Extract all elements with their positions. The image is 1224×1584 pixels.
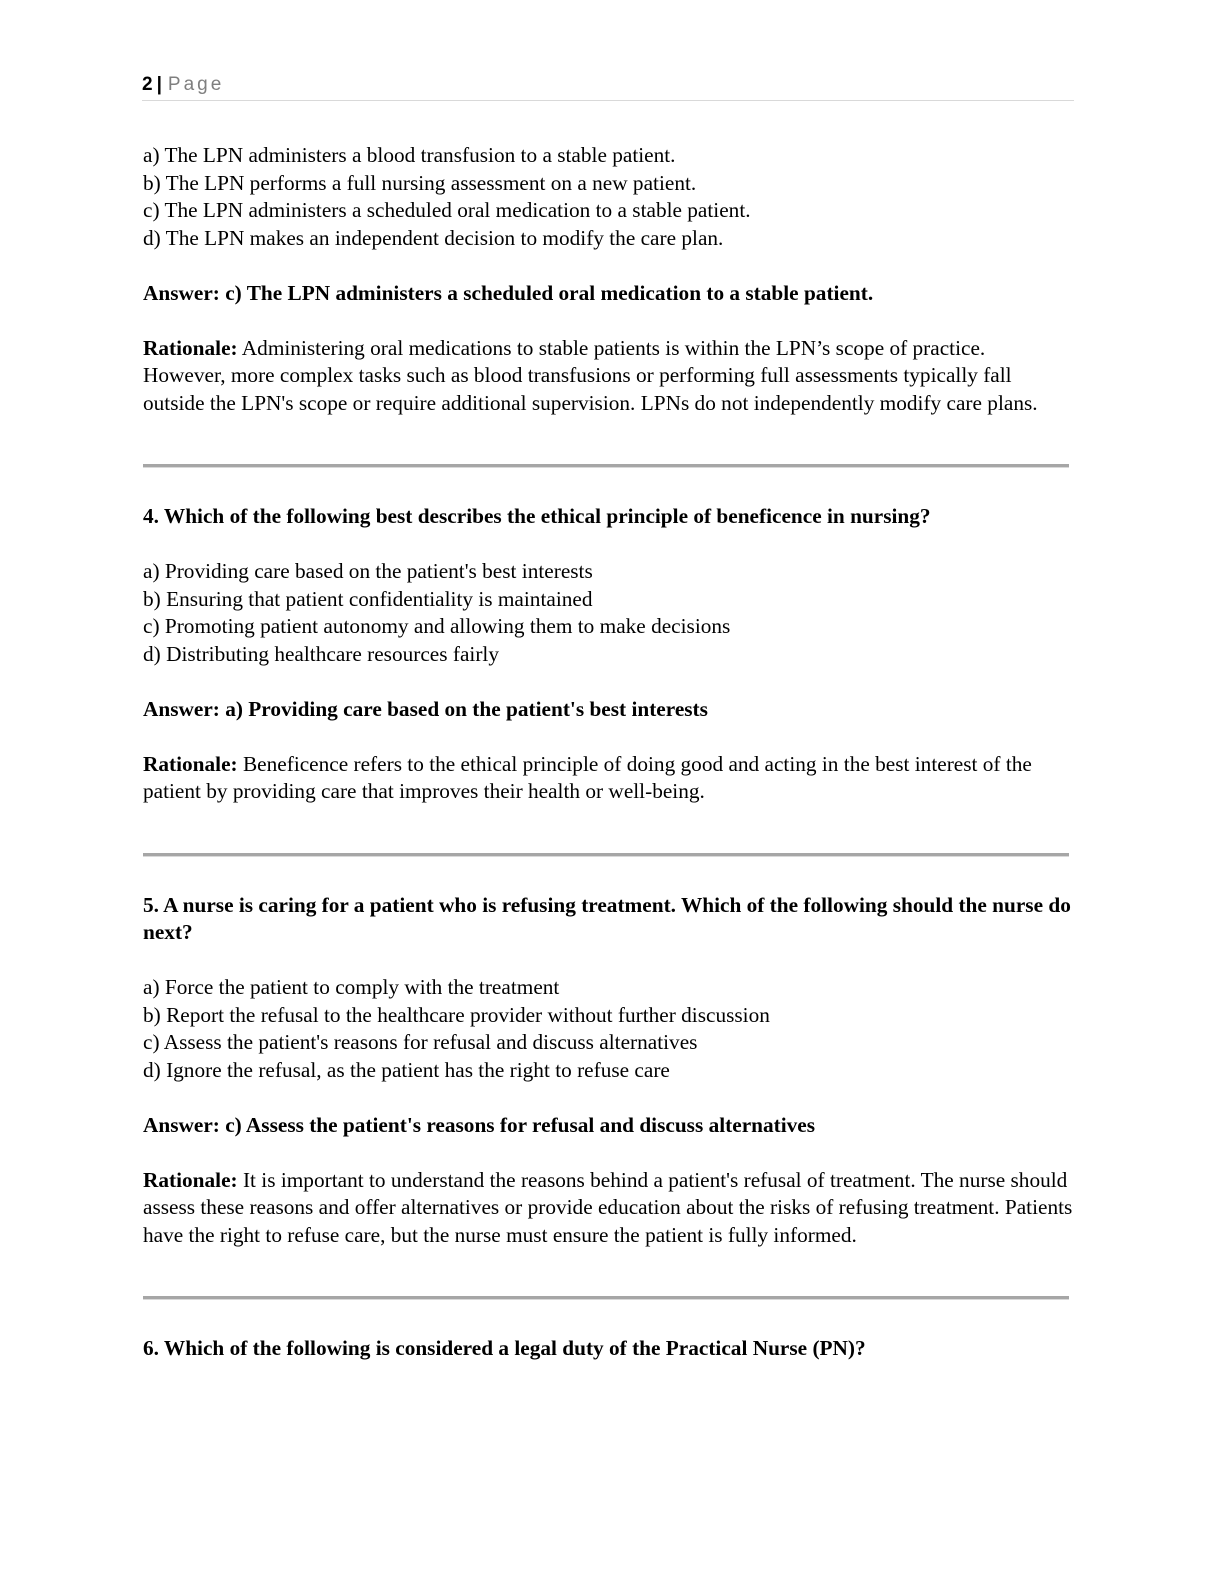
q4-option-b: b) Ensuring that patient confidentiality is maintained [143,586,593,611]
q4-options [143,558,1073,668]
q3-option-d: d) The LPN makes an independent decision to modify the care plan. [143,225,724,250]
q3-rationale-text: Administering oral medications to stable patients is within the LPN’s scope of practice. However, more complex tasks such as blood transfusions or performing full assessments typically fall outside the LPN's scope or require additional supervision. LPNs do not independently modify care plans. [143,335,1038,415]
q5-option-a: a) Force the patient to comply with the treatment [143,975,560,999]
q5-answer: Answer: c) Assess the patient's reasons for refusal and discuss alternatives [143,1112,816,1137]
q3-rationale [143,335,1073,418]
q3-answer: Answer: c) The LPN administers a scheduled oral medication to a stable patient. [143,280,874,305]
q6-question: 6. Which of the following is considered a legal duty of the Practical Nurse (PN)? [143,1336,866,1360]
q3-option-c: c) The LPN administers a scheduled oral medication to a stable patient. [143,198,751,222]
q5-option-b: b) Report the refusal to the healthcare provider without further discussion [143,1002,770,1027]
section-divider [143,853,1069,857]
q4-rationale-text: Beneficence refers to the ethical principle of doing good and acting in the best interest of the patient by providing care that improves their health or well-being. [143,751,1032,803]
q3-option-a: a) The LPN administers a blood transfusion to a stable patient. [143,143,676,167]
q5-rationale-label: Rationale: [143,1167,238,1192]
q4-rationale [143,751,1073,806]
q4-question: 4. Which of the following best describes the ethical principle of beneficence in nursing? [143,504,931,528]
q5-question: 5. A nurse is caring for a patient who is refusing treatment. Which of the following should the nurse do next? [143,892,1071,944]
q5-rationale [143,1167,1073,1250]
section-divider [143,1296,1069,1300]
q5-option-c: c) Assess the patient's reasons for refusal and discuss alternatives [143,1030,698,1054]
q4-answer: Answer: a) Providing care based on the patient's best interests [143,696,708,721]
q3-option-b: b) The LPN performs a full nursing assessment on a new patient. [143,170,697,195]
section-divider [143,464,1069,468]
q3-rationale-label: Rationale: [143,335,238,360]
page-header [142,72,1074,101]
q4-option-c: c) Promoting patient autonomy and allowing them to make decisions [143,614,731,638]
q5-options [143,974,1073,1084]
header-separator: | [156,74,162,95]
q4-option-d: d) Distributing healthcare resources fairly [143,641,499,666]
q3-options [143,142,1073,252]
document-body [143,142,1073,1363]
q4-rationale-label: Rationale: [143,751,238,776]
q4-option-a: a) Providing care based on the patient's best interests [143,559,593,583]
q5-rationale-text: It is important to understand the reasons behind a patient's refusal of treatment. The nurse should assess these reasons and offer alternatives or provide education about the risks of refusing treatment. Patients have the right to refuse care, but the nurse must ensure the patient is fully informed. [143,1167,1073,1247]
page-label: Page [167,74,225,95]
page-number: 2 [142,74,153,95]
q5-option-d: d) Ignore the refusal, as the patient has the right to refuse care [143,1057,670,1082]
